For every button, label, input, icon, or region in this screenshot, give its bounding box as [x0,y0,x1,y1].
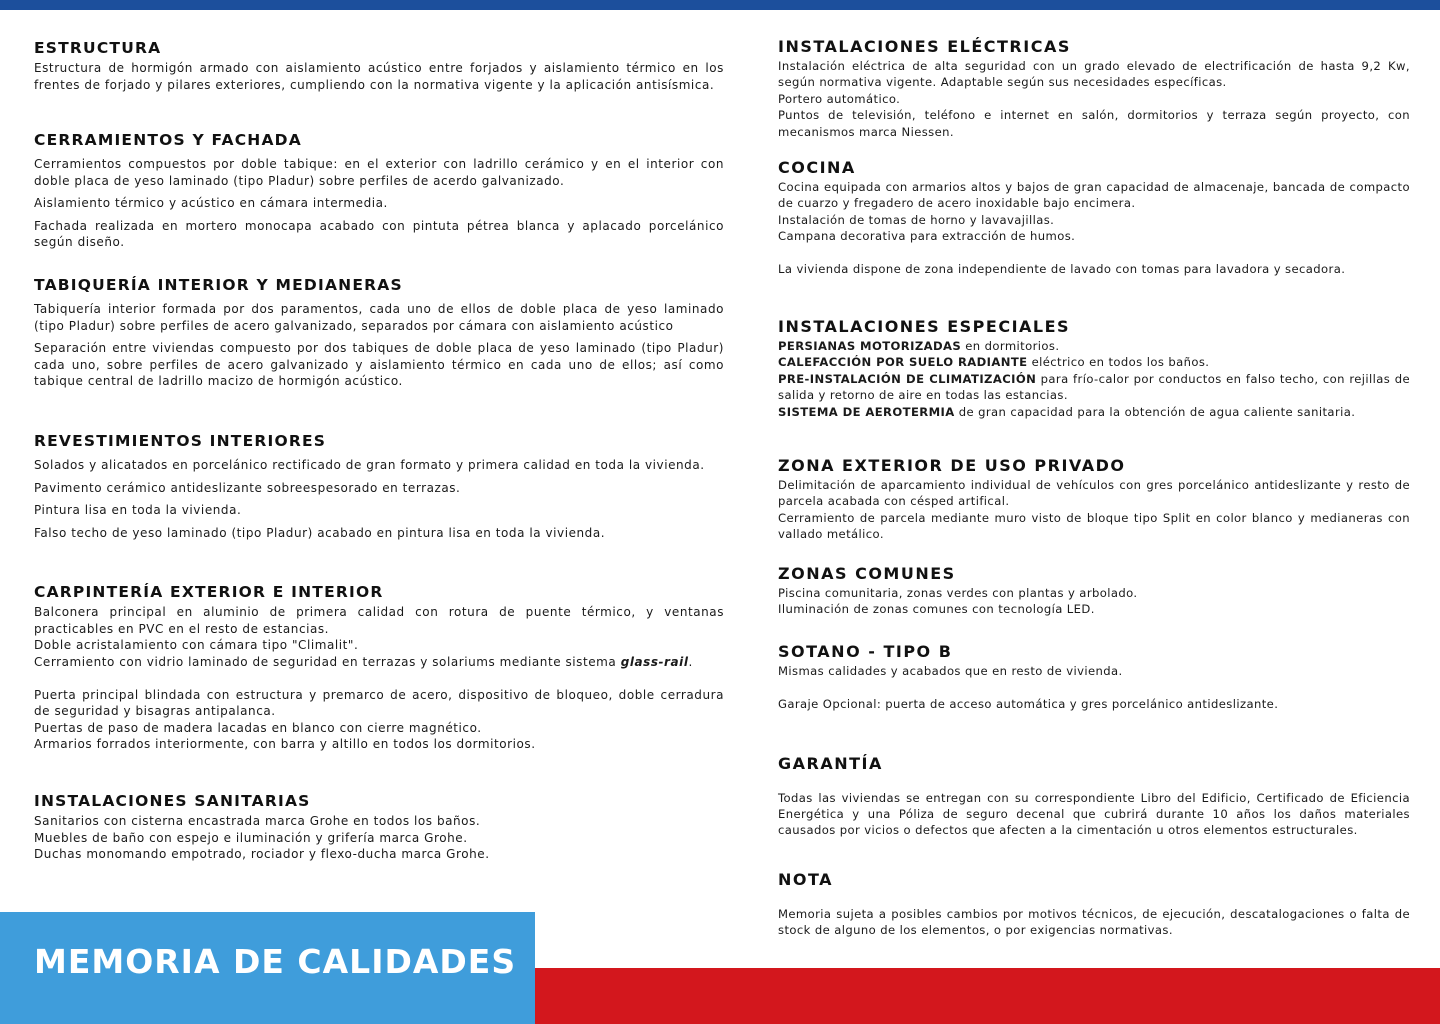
section-estructura [34,39,724,93]
paragraph: Pavimento cerámico antideslizante sobreespesorado en terrazas. [34,480,461,495]
paragraph: Piscina comunitaria, zonas verdes con plantas y arbolado. [778,586,1138,600]
paragraph: Sanitarios con cisterna encastrada marca Grohe en todos los baños. [34,814,481,828]
paragraph: La vivienda dispone de zona independiente de lavado con tomas para lavadora y secadora. [778,262,1346,277]
text: . [688,654,693,669]
section-nota [778,870,1410,938]
paragraph [778,338,1410,354]
paragraph: Doble acristalamiento con cámara tipo "Climalit". [34,638,359,652]
paragraph: Puntos de televisión, teléfono e internet en salón, dormitorios y terraza según proyecto, con mecanismos marca Niessen. [778,108,1410,139]
paragraph [778,404,1410,420]
section-title: INSTALACIONES ELÉCTRICAS [778,37,1071,56]
section-title: GARANTÍA [778,754,883,773]
paragraph: Garaje Opcional: puerta de acceso automática y gres porcelánico antideslizante. [778,696,1279,711]
paragraph: Cerramientos compuestos por doble tabique: en el exterior con ladrillo cerámico y en el interior con doble placa de yeso laminado (tipo Pladur) sobre perfiles de acerdo galvanizado. [34,157,724,188]
section-especiales [778,317,1410,420]
section-electricas [778,37,1410,140]
section-title: NOTA [778,870,834,889]
paragraph: Balconera principal en aluminio de primera calidad con rotura de puente térmico, y ventanas practicables en PVC en el resto de estancias. [34,605,724,636]
paragraph: Instalación eléctrica de alta seguridad con un grado elevado de electrificación de hasta 9,2 Kw, según normativa vigente. Adaptable según sus necesidades específicas. [778,59,1410,90]
text-bold: SISTEMA DE AEROTERMIA [778,404,955,419]
section-tabiqueria [34,276,724,390]
paragraph: Todas las viviendas se entregan con su correspondiente Libro del Edificio, Certificado de Eficiencia Energética y una Póliza de seguro decenal que cubrirá durante 10 años los daños materiales causados por vicios o defectos que afecten a la cimentación u otros elementos estructurales. [778,790,1410,838]
paragraph: Campana decorativa para extracción de humos. [778,229,1076,244]
paragraph: Falso techo de yeso laminado (tipo Pladur) acabado en pintura lisa en toda la vivienda. [34,525,606,540]
section-title: ZONA EXTERIOR DE USO PRIVADO [778,456,1126,475]
paragraph: Fachada realizada en mortero monocapa acabado con pintuta pétrea blanca y aplacado porcelánico según diseño. [34,218,724,249]
paragraph: Estructura de hormigón armado con aislamiento acústico entre forjados y aislamiento térmico en los frentes de forjado y pilares exteriores, cumpliendo con la normativa vigente y la aplicación antisísmica. [34,61,724,92]
section-title: TABIQUERÍA INTERIOR Y MEDIANERAS [34,276,403,294]
text-bold: PERSIANAS MOTORIZADAS [778,339,962,353]
paragraph: Cocina equipada con armarios altos y bajos de gran capacidad de almacenaje, bancada de compacto de cuarzo y fregadero de acero inoxidable bajo encimera. [778,180,1410,211]
paragraph: Pintura lisa en toda la vivienda. [34,503,242,517]
section-cocina [778,158,1410,278]
text-bold: CALEFACCIÓN POR SUELO RADIANTE [778,355,1028,370]
paragraph: Separación entre viviendas compuesto por dos tabiques de doble placa de yeso laminado (tipo Pladur) cada uno, sobre perfiles de acero galvanizado y aislamiento térmico en cada uno de ellos; así como tabique central de ladrillo macizo de hormigón acústico. [34,341,724,388]
section-title: CERRAMIENTOS Y FACHADA [34,131,302,149]
text: Cerramiento con vidrio laminado de seguridad en terrazas y solariums mediante sistema [34,654,621,669]
section-carpinteria [34,583,724,753]
paragraph: Iluminación de zonas comunes con tecnología LED. [778,602,1095,617]
paragraph: Armarios forrados interiormente, con barra y altillo en todos los dormitorios. [34,737,536,751]
paragraph [778,354,1410,370]
section-title: ZONAS COMUNES [778,564,956,583]
section-title: COCINA [778,158,856,177]
paragraph: Solados y alicatados en porcelánico rectificado de gran formato y primera calidad en toda la vivienda. [34,458,705,472]
paragraph: Cerramiento de parcela mediante muro visto de bloque tipo Split en color blanco y medianeras con vallado metálico. [778,510,1410,542]
paragraph: Puertas de paso de madera lacadas en blanco con cierre magnético. [34,720,482,735]
section-revestimientos [34,432,724,541]
section-garantia [778,754,1410,839]
text: de gran capacidad para la obtención de agua caliente sanitaria. [954,404,1356,419]
paragraph: Duchas monomando empotrado, rociador y flexo-ducha marca Grohe. [34,847,490,861]
section-title: INSTALACIONES ESPECIALES [778,317,1071,336]
section-title: CARPINTERÍA EXTERIOR E INTERIOR [34,583,384,601]
section-cerramientos [34,131,724,251]
text-italic: glass-rail [620,654,689,669]
section-sanitarias [34,792,724,863]
section-title: REVESTIMIENTOS INTERIORES [34,432,327,450]
section-title: ESTRUCTURA [34,39,162,57]
paragraph [778,371,1410,404]
paragraph: Mismas calidades y acabados que en resto de vivienda. [778,664,1123,678]
paragraph: Tabiquería interior formada por dos paramentos, cada uno de ellos de doble placa de yeso laminado (tipo Pladur) sobre perfiles de acero galvanizado, separados por cámara con aislamiento acústico [34,302,724,333]
footer-title: MEMORIA DE CALIDADES [34,942,517,981]
paragraph: Instalación de tomas de horno y lavavajillas. [778,212,1055,227]
paragraph: Muebles de baño con espejo e iluminación y grifería marca Grohe. [34,830,468,845]
section-title: INSTALACIONES SANITARIAS [34,792,311,810]
paragraph: Memoria sujeta a posibles cambios por motivos técnicos, de ejecución, descatalogaciones o falta de stock de alguno de los elementos, o por exigencias normativas. [778,906,1410,937]
text: eléctrico en todos los baños. [1027,355,1210,370]
paragraph: Puerta principal blindada con estructura y premarco de acero, dispositivo de bloqueo, doble cerradura de seguridad y bisagras antipalanca. [34,687,724,718]
section-zona-exterior [778,456,1410,543]
top-color-bar [0,0,1440,10]
paragraph: Aislamiento térmico y acústico en cámara intermedia. [34,196,388,210]
paragraph: Delimitación de aparcamiento individual de vehículos con gres porcelánico antideslizante y resto de parcela acabada con césped artifical. [778,478,1410,509]
paragraph: Portero automático. [778,91,901,106]
section-title: SOTANO - TIPO B [778,642,953,661]
section-sotano [778,642,1410,712]
section-zonas-comunes [778,564,1410,618]
text: para frío-calor por conductos en falso techo, con rejillas de salida y retorno de aire en todas las estancias. [778,371,1410,403]
footer-red-band [535,968,1440,1024]
paragraph [34,654,724,671]
text-bold: PRE-INSTALACIÓN DE CLIMATIZACIÓN [778,371,1037,386]
text: en dormitorios. [961,339,1060,353]
